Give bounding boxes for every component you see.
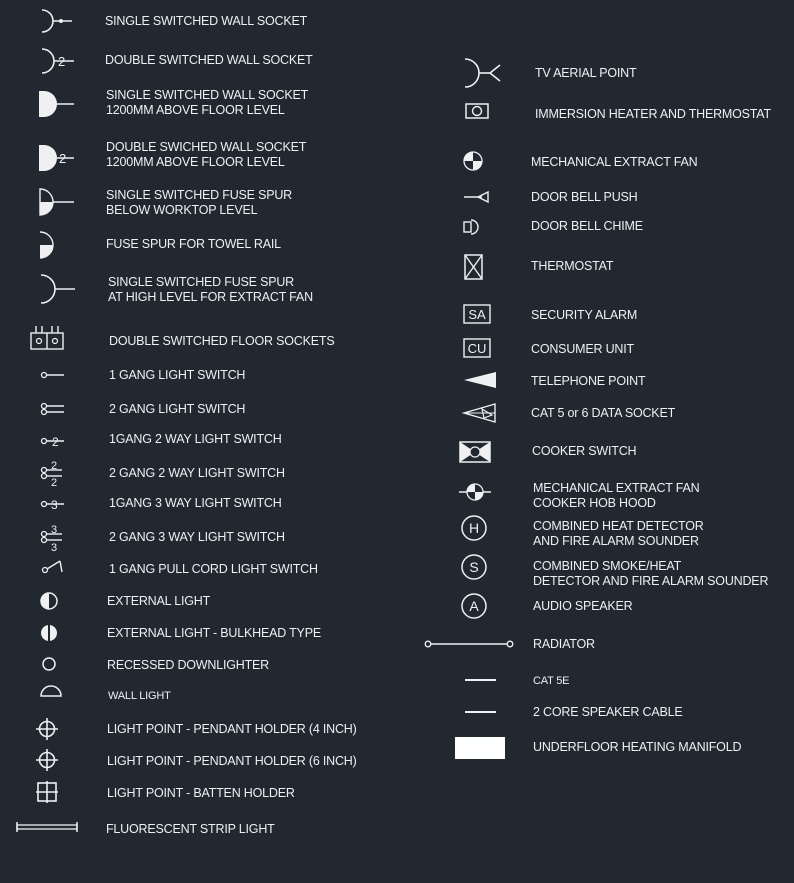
legend-label: SECURITY ALARM — [531, 308, 638, 322]
svg-text:CU: CU — [467, 341, 487, 356]
recessed-downlighter-icon — [40, 655, 58, 673]
two-gang-switch-icon — [38, 400, 68, 418]
raised-single-switched-wall-socket-icon — [36, 89, 80, 119]
tv-aerial-icon — [460, 57, 504, 89]
svg-text:A: A — [469, 598, 479, 614]
legend-label: SINGLE SWITCHED FUSE SPUR AT HIGH LEVEL FOR EXTRACT FAN — [108, 275, 313, 304]
door-bell-chime-icon — [461, 216, 487, 238]
floor-sockets-icon — [28, 322, 68, 352]
audio-speaker-icon — [460, 592, 488, 620]
legend-label: 2 CORE SPEAKER CABLE — [533, 705, 683, 719]
two-gang-two-way-switch-icon — [38, 458, 68, 488]
legend-label: COMBINED HEAT DETECTOR AND FIRE ALARM SOUNDER — [533, 519, 704, 548]
legend-label: DOOR BELL PUSH — [531, 190, 638, 204]
svg-text:2: 2 — [59, 151, 67, 166]
fluorescent-strip-icon — [14, 820, 80, 834]
legend-label: 1 GANG LIGHT SWITCH — [109, 368, 246, 382]
legend-label: 1 GANG PULL CORD LIGHT SWITCH — [109, 562, 318, 576]
svg-text:2: 2 — [51, 460, 58, 472]
legend-label: CONSUMER UNIT — [531, 342, 634, 356]
security-alarm-icon — [462, 303, 492, 325]
legend-label: FUSE SPUR FOR TOWEL RAIL — [106, 237, 281, 251]
legend-label: MECHANICAL EXTRACT FAN COOKER HOB HOOD — [533, 481, 700, 510]
legend-label: 1GANG 3 WAY LIGHT SWITCH — [109, 496, 282, 510]
legend-label: COOKER SWITCH — [532, 444, 637, 458]
pendant-holder-4-icon — [35, 717, 59, 741]
svg-text:2: 2 — [58, 54, 66, 69]
heating-manifold-icon — [454, 736, 506, 760]
svg-text:SA: SA — [468, 307, 486, 322]
legend-label: SINGLE SWITCHED WALL SOCKET — [105, 14, 308, 28]
one-gang-two-way-switch-icon — [38, 430, 68, 450]
legend-label: SINGLE SWITCHED FUSE SPUR BELOW WORKTOP LEVEL — [106, 188, 292, 217]
legend-label: 2 GANG 3 WAY LIGHT SWITCH — [109, 530, 285, 544]
svg-text:3: 3 — [51, 498, 58, 512]
two-gang-three-way-switch-icon — [38, 521, 68, 553]
speaker-cable-icon — [464, 706, 498, 718]
legend-label: THERMOSTAT — [531, 259, 614, 273]
legend-label: 2 GANG LIGHT SWITCH — [109, 402, 246, 416]
radiator-icon — [423, 638, 515, 650]
legend-label: LIGHT POINT - PENDANT HOLDER (6 INCH) — [107, 754, 357, 768]
double-switched-wall-socket-icon — [36, 47, 80, 75]
legend-label: DOUBLE SWICHED WALL SOCKET 1200MM ABOVE FLOOR LEVEL — [106, 140, 307, 169]
legend-label: 1GANG 2 WAY LIGHT SWITCH — [109, 432, 282, 446]
consumer-unit-icon — [462, 337, 492, 359]
legend-label: RADIATOR — [533, 637, 595, 651]
smoke-detector-icon — [460, 553, 488, 581]
legend-label: LIGHT POINT - PENDANT HOLDER (4 INCH) — [107, 722, 357, 736]
fuse-spur-towel-rail-icon — [36, 230, 80, 260]
legend-label: DOUBLE SWITCHED WALL SOCKET — [105, 53, 313, 67]
extract-fan-icon — [461, 149, 485, 173]
legend-label: DOUBLE SWITCHED FLOOR SOCKETS — [109, 334, 335, 348]
one-gang-switch-icon — [40, 367, 70, 383]
bulkhead-light-icon — [38, 622, 60, 644]
pendant-holder-6-icon — [35, 748, 59, 772]
legend-label: SINGLE SWITCHED WALL SOCKET 1200MM ABOVE FLOOR LEVEL — [106, 88, 309, 117]
legend-label: RECESSED DOWNLIGHTER — [107, 658, 269, 672]
batten-holder-icon — [35, 780, 59, 804]
legend-label: WALL LIGHT — [108, 690, 171, 702]
single-switched-wall-socket-icon — [36, 8, 80, 34]
svg-text:3: 3 — [51, 524, 58, 536]
cat5e-cable-icon — [464, 674, 498, 686]
legend-label: COMBINED SMOKE/HEAT DETECTOR AND FIRE ALARM SOUNDER — [533, 559, 769, 588]
fuse-spur-high-level-icon — [36, 273, 80, 305]
telephone-point-icon — [462, 370, 498, 390]
legend-label: MECHANICAL EXTRACT FAN — [531, 155, 698, 169]
legend-label: AUDIO SPEAKER — [533, 599, 633, 613]
external-light-icon — [38, 590, 60, 612]
legend-label: EXTERNAL LIGHT — [107, 594, 211, 608]
svg-text:S: S — [469, 559, 479, 575]
legend-label: CAT 5E — [533, 675, 570, 687]
heat-detector-icon — [460, 514, 488, 542]
legend-label: DOOR BELL CHIME — [531, 219, 643, 233]
legend-label: LIGHT POINT - BATTEN HOLDER — [107, 786, 295, 800]
legend-label: EXTERNAL LIGHT - BULKHEAD TYPE — [107, 626, 321, 640]
svg-text:3: 3 — [51, 542, 58, 554]
one-gang-three-way-switch-icon — [38, 494, 68, 514]
data-socket-icon — [462, 402, 498, 424]
legend-label: CAT 5 or 6 DATA SOCKET — [531, 406, 676, 420]
cooker-switch-icon — [458, 440, 492, 464]
legend-label: TV AERIAL POINT — [535, 66, 637, 80]
thermostat-icon — [462, 252, 486, 282]
immersion-heater-icon — [464, 101, 490, 121]
legend-label: 2 GANG 2 WAY LIGHT SWITCH — [109, 466, 285, 480]
fuse-spur-below-worktop-icon — [36, 187, 80, 217]
cooker-hood-fan-icon — [457, 480, 493, 504]
door-bell-push-icon — [462, 189, 492, 205]
legend-label: IMMERSION HEATER AND THERMOSTAT — [535, 107, 771, 121]
svg-text:H: H — [468, 520, 480, 536]
svg-text:2: 2 — [52, 435, 59, 449]
legend-label: UNDERFLOOR HEATING MANIFOLD — [533, 740, 742, 754]
legend-label: TELEPHONE POINT — [531, 374, 646, 388]
raised-double-switched-wall-socket-icon — [36, 143, 80, 173]
svg-text:2: 2 — [51, 477, 58, 489]
wall-light-icon — [38, 682, 64, 698]
pull-cord-switch-icon — [38, 556, 68, 578]
legend-label: FLUORESCENT STRIP LIGHT — [106, 822, 275, 836]
